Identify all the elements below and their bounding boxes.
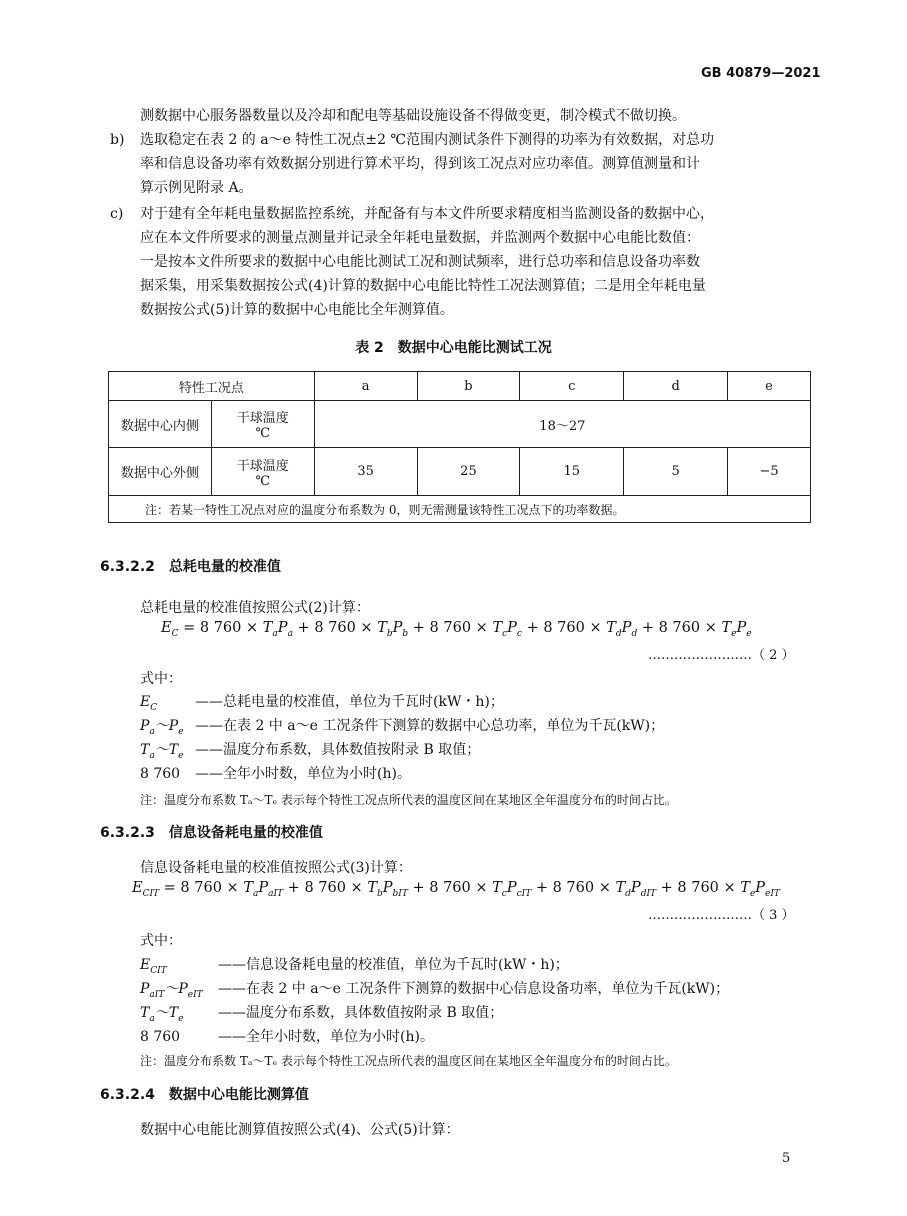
section-number: 6.3.2.4 xyxy=(100,1087,155,1103)
definition: $T_a\sim T_e$ xyxy=(140,1005,184,1024)
list-line: 对于建有全年耗电量数据监控系统，并配备有与本文件所要求精度相当监测设备的数据中心， xyxy=(140,206,714,222)
section-heading xyxy=(100,1084,309,1104)
definition-text: ——温度分布系数，具体数值按附录 B 取值； xyxy=(218,1005,504,1021)
definition: $E_C$ xyxy=(140,694,158,713)
table-row xyxy=(109,401,811,448)
list-line: 率和信息设备功率有效数据分别进行算术平均，得到该工况点对应功率值。测算值测量和计 xyxy=(140,156,700,172)
equation-number: ……………………（ 3 ） xyxy=(648,908,795,923)
definition-text: ——全年小时数，单位为小时(h)。 xyxy=(195,766,411,782)
definition-text: ——在表 2 中 a～e 工况条件下测算的数据中心信息设备功率，单位为千瓦(kW)； xyxy=(218,981,730,997)
where-label: 式中： xyxy=(140,671,182,687)
list-line: 一是按本文件所要求的数据中心电能比测试工况和测试频率，进行总功率和信息设备功率数 xyxy=(140,254,700,270)
section-number: 6.3.2.3 xyxy=(100,825,155,841)
equation-number: ……………………（ 2 ） xyxy=(648,648,795,663)
definition: $E_{CIT}$ xyxy=(140,957,167,976)
list-line: 据采集，用采集数据按公式(4)计算的数据中心电能比特性工况法测算值；二是用全年耗电量 xyxy=(140,278,706,294)
point-e: e xyxy=(728,372,811,401)
header-cell: 特性工况点 xyxy=(109,372,315,401)
table-note-row xyxy=(109,496,811,523)
section-title: 信息设备耗电量的校准值 xyxy=(168,825,323,841)
point-c: c xyxy=(520,372,624,401)
formula-2: $E_C = 8$ $760 \times T_aP_a + 8$ $760 \times T_bP_b + 8$ $760 \times T_cP_c + 8$ $760 \times T_dP_d + 8$ $760 \times T_eP_e$ xyxy=(161,620,752,639)
definition: 8 760 xyxy=(140,766,181,782)
table-row xyxy=(109,448,811,496)
definition-text: ——总耗电量的校准值，单位为千瓦时(kW・h)； xyxy=(195,694,504,710)
note: 注：温度分布系数 Tₐ～Tₑ 表示每个特性工况点所代表的温度区间在某地区全年温度分布的时间占比。 xyxy=(140,1054,677,1068)
definition: $P_a\sim P_e$ xyxy=(140,718,184,737)
definition: $T_a\sim T_e$ xyxy=(140,742,184,761)
param-unit: ℃ xyxy=(255,473,271,489)
param-cell xyxy=(211,401,314,448)
value-cell: 15 xyxy=(520,448,624,496)
definition-text: ——温度分布系数，具体数值按附录 B 取值； xyxy=(195,742,481,758)
where-label: 式中： xyxy=(140,933,182,949)
table-caption: 表 2 数据中心电能比测试工况 xyxy=(355,340,552,356)
formula-intro: 信息设备耗电量的校准值按照公式(3)计算： xyxy=(140,860,412,876)
formula-intro: 总耗电量的校准值按照公式(2)计算： xyxy=(140,600,370,616)
list-line: 应在本文件所要求的测量点测量并记录全年耗电量数据，并监测两个数据中心电能比数值： xyxy=(140,230,700,246)
definition: $P_{aIT}\sim P_{eIT}$ xyxy=(140,981,203,1000)
value-cell: 25 xyxy=(417,448,520,496)
section-heading xyxy=(100,822,323,842)
note: 注：温度分布系数 Tₐ～Tₑ 表示每个特性工况点所代表的温度区间在某地区全年温度分布的时间占比。 xyxy=(140,793,677,807)
row-label: 数据中心内侧 xyxy=(109,401,212,448)
table-header-row xyxy=(109,372,811,401)
table-2 xyxy=(108,371,811,523)
row-label: 数据中心外侧 xyxy=(109,448,212,496)
param-unit: ℃ xyxy=(255,426,271,441)
list-marker: b) xyxy=(110,132,125,148)
table-note: 注：若某一特性工况点对应的温度分布系数为 0，则无需测量该特性工况点下的功率数据。 xyxy=(109,496,811,523)
formula-3: $E_{CIT} = 8$ $760 \times T_aP_{aIT} + 8$ $760 \times T_bP_{bIT} + 8$ $760 \times T_cP_{cIT} + 8$ $760 \times T_dP_{dIT} + 8$ $760 \times T_eP_{eIT}$ xyxy=(132,880,780,899)
section-heading xyxy=(100,556,281,576)
point-d: d xyxy=(624,372,728,401)
standard-number: GB 40879—2021 xyxy=(701,66,821,81)
list-line: 算示例见附录 A。 xyxy=(140,180,253,196)
merged-value: 18～27 xyxy=(314,401,810,448)
paragraph-continuation: 测数据中心服务器数量以及冷却和配电等基础设施设备不得做变更，制冷模式不做切换。 xyxy=(140,108,686,124)
value-cell: 5 xyxy=(624,448,728,496)
param-cell xyxy=(211,448,314,496)
definition-text: ——全年小时数，单位为小时(h)。 xyxy=(218,1029,434,1045)
point-b: b xyxy=(417,372,520,401)
definition-text: ——信息设备耗电量的校准值，单位为千瓦时(kW・h)； xyxy=(218,957,569,973)
list-line: 选取稳定在表 2 的 a～e 特性工况点±2 ℃范围内测试条件下测得的功率为有效数据，对总功 xyxy=(140,132,715,148)
value-cell: −5 xyxy=(728,448,811,496)
formula-intro: 数据中心电能比测算值按照公式(4)、公式(5)计算： xyxy=(140,1122,460,1138)
definition-text: ——在表 2 中 a～e 工况条件下测算的数据中心总功率，单位为千瓦(kW)； xyxy=(195,718,665,734)
param-name: 干球温度 xyxy=(236,458,289,474)
point-a: a xyxy=(314,372,417,401)
section-number: 6.3.2.2 xyxy=(100,559,155,575)
section-title: 总耗电量的校准值 xyxy=(168,559,281,575)
value-cell: 35 xyxy=(314,448,417,496)
param-name: 干球温度 xyxy=(236,411,289,426)
definition: 8 760 xyxy=(140,1029,181,1045)
list-marker: c) xyxy=(110,206,124,222)
section-title: 数据中心电能比测算值 xyxy=(168,1087,309,1103)
list-line: 数据按公式(5)计算的数据中心电能比全年测算值。 xyxy=(140,302,454,318)
page-number: 5 xyxy=(782,1151,791,1166)
